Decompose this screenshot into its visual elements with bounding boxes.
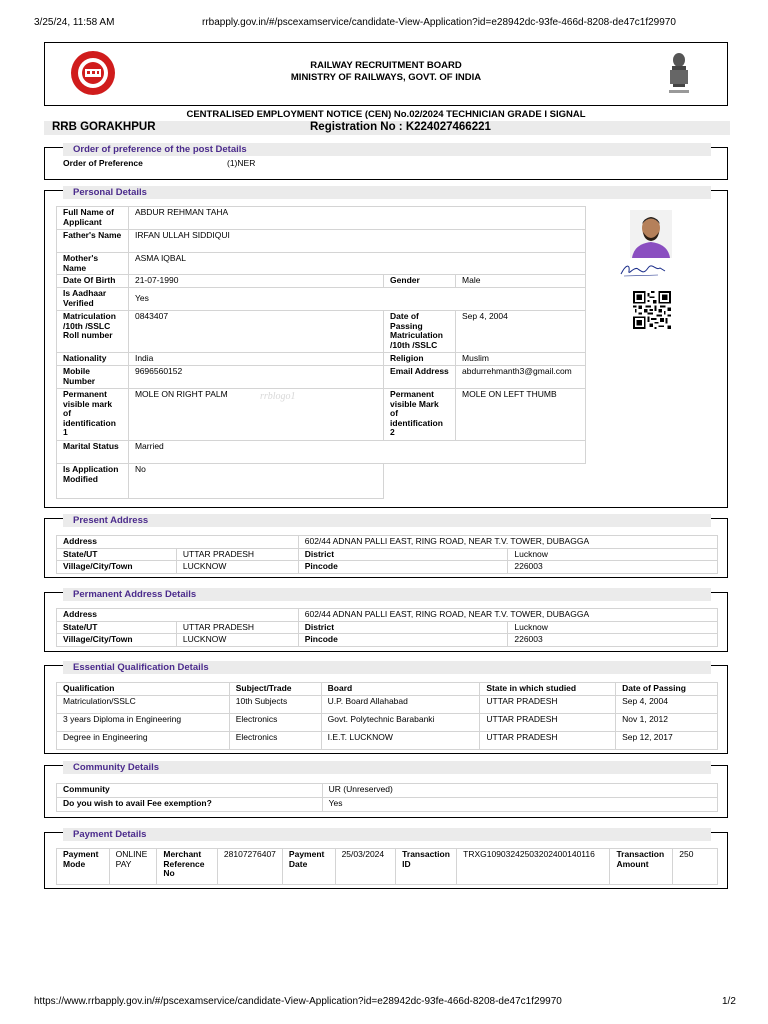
present-district-label: District [298, 548, 508, 561]
aadhaar-label: Is Aadhaar Verified [57, 288, 129, 311]
permanent-address-value: 602/44 ADNAN PALLI EAST, RING ROAD, NEAR T.V. TOWER, DUBAGGA [298, 609, 717, 622]
section-heading: Order of preference of the post Details [73, 144, 247, 155]
registration-number: Registration No : K224027466221 [310, 121, 491, 133]
table-cell: Sep 12, 2017 [616, 732, 718, 750]
table-cell: U.P. Board Allahabad [321, 696, 480, 714]
nationality-value: India [128, 353, 383, 366]
matric-roll-value: 0843407 [128, 311, 383, 353]
marital-status-label: Marital Status [57, 441, 129, 464]
merchant-reference-value: 28107276407 [217, 849, 282, 885]
section-heading-bar [63, 143, 711, 156]
permanent-address-table [56, 608, 718, 647]
email-value: abdurrehmanth3@gmail.com [456, 366, 586, 389]
section-heading: Payment Details [73, 829, 147, 840]
table-row [57, 732, 718, 750]
merchant-reference-label: Merchant Reference No [157, 849, 218, 885]
table-row [57, 609, 718, 622]
transaction-id-label: Transaction ID [396, 849, 457, 885]
mother-name-value: ASMA IQBAL [128, 253, 585, 275]
table-row [57, 275, 586, 288]
present-village-label: Village/City/Town [57, 561, 177, 574]
table-row [57, 714, 718, 732]
community-table [56, 783, 718, 812]
column-header: Date of Passing [616, 683, 718, 696]
table-row [57, 536, 718, 549]
mobile-label: Mobile Number [57, 366, 129, 389]
section-heading: Present Address [73, 515, 149, 526]
registration-band [44, 121, 730, 135]
section-heading-bar [63, 828, 711, 841]
table-row [57, 621, 718, 634]
print-footer-url: https://www.rrbapply.gov.in/#/pscexamservice/candidate-View-Application?id=e28942dc-93fe-466d-8208-de47c1f29970 [34, 996, 562, 1007]
table-cell: Sep 4, 2004 [616, 696, 718, 714]
application-modified-value: No [128, 464, 383, 499]
table-row [57, 561, 718, 574]
dob-label: Date Of Birth [57, 275, 129, 288]
table-row [57, 389, 586, 441]
transaction-amount-label: Transaction Amount [610, 849, 673, 885]
applicant-photo [630, 210, 672, 258]
permanent-district-value: Lucknow [508, 621, 718, 634]
present-address-value: 602/44 ADNAN PALLI EAST, RING ROAD, NEAR T.V. TOWER, DUBAGGA [298, 536, 717, 549]
present-village-value: LUCKNOW [176, 561, 298, 574]
table-row [57, 441, 586, 464]
marital-status-value: Married [128, 441, 585, 464]
column-header: State in which studied [480, 683, 616, 696]
table-cell: Matriculation/SSLC [57, 696, 230, 714]
permanent-village-value: LUCKNOW [176, 634, 298, 647]
father-name-label: Father's Name [57, 230, 129, 253]
table-row [57, 366, 586, 389]
table-cell: Electronics [229, 714, 321, 732]
present-state-value: UTTAR PRADESH [176, 548, 298, 561]
table-row [57, 253, 586, 275]
section-heading-bar [63, 186, 711, 199]
table-row [57, 634, 718, 647]
section-heading: Community Details [73, 762, 160, 773]
transaction-amount-value: 250 [673, 849, 718, 885]
table-cell: Govt. Polytechnic Barabanki [321, 714, 480, 732]
full-name-label: Full Name of Applicant [57, 207, 129, 230]
notice-title: CENTRALISED EMPLOYMENT NOTICE (CEN) No.02/2024 TECHNICIAN GRADE I SIGNAL [186, 109, 586, 120]
column-header: Subject/Trade [229, 683, 321, 696]
rrb-name: RRB GORAKHPUR [52, 121, 156, 133]
present-address-label: Address [57, 536, 299, 549]
section-heading-bar [63, 661, 711, 674]
permanent-pincode-label: Pincode [298, 634, 508, 647]
section-heading: Essential Qualification Details [73, 662, 209, 673]
table-row [57, 158, 261, 170]
identification-mark-1-label: Permanent visible mark of identification 1 [57, 389, 129, 441]
table-cell: UTTAR PRADESH [480, 732, 616, 750]
print-page-number: 1/2 [722, 996, 736, 1007]
fee-exemption-label: Do you wish to avail Fee exemption? [57, 798, 323, 812]
table-row [57, 311, 586, 353]
full-name-value: ABDUR REHMAN TAHA [128, 207, 585, 230]
table-row [57, 548, 718, 561]
section-heading-bar [63, 514, 711, 527]
permanent-pincode-value: 226003 [508, 634, 718, 647]
table-row [57, 230, 586, 253]
qr-code [632, 291, 672, 329]
order-of-preference-value: (1)NER [227, 158, 256, 168]
mother-name-label: Mother's Name [57, 253, 129, 275]
table-cell: Electronics [229, 732, 321, 750]
permanent-district-label: District [298, 621, 508, 634]
matric-roll-label: Matriculation /10th /SSLC Roll number [57, 311, 129, 353]
matric-date-label: Date of Passing Matriculation /10th /SSLC [384, 311, 456, 353]
permanent-address-label: Address [57, 609, 299, 622]
table-row [57, 207, 586, 230]
personal-details-table [56, 206, 586, 499]
table-cell: Degree in Engineering [57, 732, 230, 750]
column-header: Board [321, 683, 480, 696]
table-row [57, 798, 718, 812]
payment-table [56, 848, 718, 885]
community-value: UR (Unreserved) [322, 784, 717, 798]
aadhaar-value: Yes [128, 288, 585, 311]
section-heading: Permanent Address Details [73, 589, 197, 600]
table-cell: 3 years Diploma in Engineering [57, 714, 230, 732]
section-heading-bar [63, 588, 711, 601]
print-datetime: 3/25/24, 11:58 AM [34, 17, 115, 28]
father-name-value: IRFAN ULLAH SIDDIQUI [128, 230, 585, 253]
table-cell: UTTAR PRADESH [480, 696, 616, 714]
applicant-signature [618, 262, 668, 278]
table-row [57, 288, 586, 311]
table-cell: I.E.T. LUCKNOW [321, 732, 480, 750]
print-url: rrbapply.gov.in/#/pscexamservice/candidate-View-Application?id=e28942dc-93fe-466d-8208-de47c1f29970 [202, 17, 676, 28]
present-pincode-label: Pincode [298, 561, 508, 574]
application-modified-label: Is Application Modified [57, 464, 129, 499]
gender-value: Male [456, 275, 586, 288]
section-heading-bar [63, 761, 711, 774]
table-row [57, 353, 586, 366]
present-district-value: Lucknow [508, 548, 718, 561]
order-of-preference-label: Order of Preference [63, 158, 143, 168]
table-row [57, 464, 586, 499]
section-heading: Personal Details [73, 187, 147, 198]
identification-mark-1-value: MOLE ON RIGHT PALM [128, 389, 383, 441]
present-address-table [56, 535, 718, 574]
permanent-state-value: UTTAR PRADESH [176, 621, 298, 634]
identification-mark-2-value: MOLE ON LEFT THUMB [456, 389, 586, 441]
fee-exemption-value: Yes [322, 798, 717, 812]
religion-value: Muslim [456, 353, 586, 366]
column-header: Qualification [57, 683, 230, 696]
religion-label: Religion [384, 353, 456, 366]
order-of-preference-section [44, 144, 728, 180]
table-header-row [57, 683, 718, 696]
matric-date-value: Sep 4, 2004 [456, 311, 586, 353]
header-subtitle: MINISTRY OF RAILWAYS, GOVT. OF INDIA [290, 72, 482, 83]
permanent-state-label: State/UT [57, 621, 177, 634]
table-cell: 10th Subjects [229, 696, 321, 714]
payment-date-label: Payment Date [282, 849, 335, 885]
payment-mode-value: ONLINE PAY [109, 849, 157, 885]
identification-mark-2-label: Permanent visible Mark of identification 2 [384, 389, 456, 441]
table-row [57, 696, 718, 714]
empty-cell [384, 464, 586, 499]
transaction-id-value: TRXG10903242503202400140116 [457, 849, 610, 885]
present-pincode-value: 226003 [508, 561, 718, 574]
qualification-table [56, 682, 718, 750]
header-title: RAILWAY RECRUITMENT BOARD [310, 60, 462, 71]
dob-value: 21-07-1990 [128, 275, 383, 288]
email-label: Email Address [384, 366, 456, 389]
mobile-value: 9696560152 [128, 366, 383, 389]
table-cell: Nov 1, 2012 [616, 714, 718, 732]
table-row [57, 784, 718, 798]
community-label: Community [57, 784, 323, 798]
payment-date-value: 25/03/2024 [335, 849, 396, 885]
permanent-village-label: Village/City/Town [57, 634, 177, 647]
present-state-label: State/UT [57, 548, 177, 561]
table-row [57, 849, 718, 885]
nationality-label: Nationality [57, 353, 129, 366]
watermark: rrblogo1 [260, 391, 296, 402]
gender-label: Gender [384, 275, 456, 288]
payment-mode-label: Payment Mode [57, 849, 110, 885]
table-cell: UTTAR PRADESH [480, 714, 616, 732]
order-of-preference-table [57, 158, 261, 170]
